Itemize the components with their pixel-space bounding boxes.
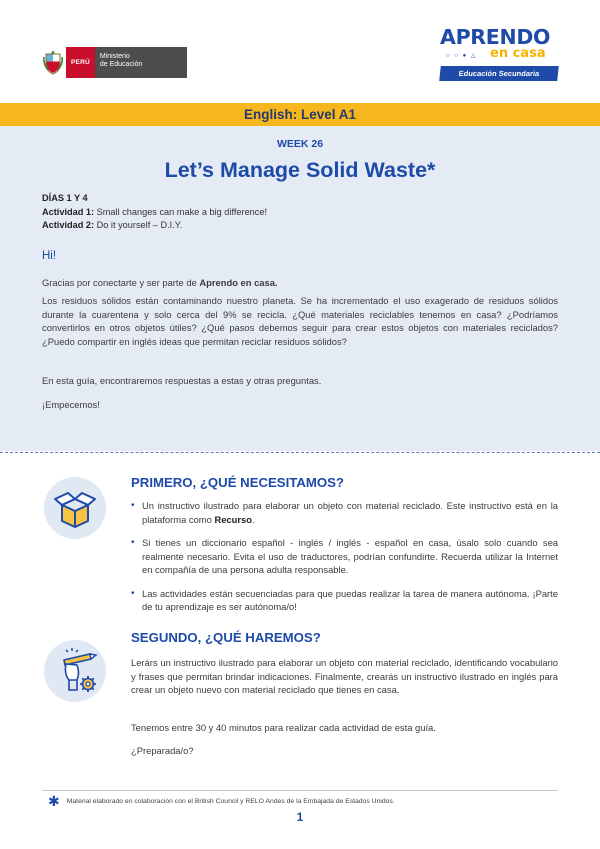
activity-2-text: Do it yourself – D.I.Y. (94, 220, 183, 230)
section-2-heading: SEGUNDO, ¿QUÉ HAREMOS? (131, 630, 321, 645)
bullet-1-text: Un instructivo ilustrado para elaborar un objeto con material reciclado. Este instructivo está en la plataforma como (142, 500, 558, 525)
footer-rule (42, 790, 558, 791)
activity-1 (42, 206, 267, 220)
ministry-line-1: Ministerio (99, 53, 130, 60)
aprendo-en-casa-logo (440, 26, 558, 84)
footnote-text: Material elaborado en colaboración con el British Council y RELO Andes de la Embajada de Estados Unidos. (66, 797, 395, 805)
section-divider (0, 452, 600, 453)
brand-dots: ○ ○ ● △ (446, 53, 477, 59)
box-icon (44, 477, 106, 539)
gear-icon (80, 676, 96, 692)
activity-2-label: Actividad 2: (42, 220, 95, 230)
week-label: WEEK 26 (276, 138, 324, 150)
intro-paragraph-1 (42, 276, 558, 290)
page-number: 1 (296, 810, 304, 824)
section-1-heading: PRIMERO, ¿QUÉ NECESITAMOS? (131, 475, 344, 490)
days-label: DÍAS 1 Y 4 (42, 193, 88, 203)
intro-p1-bold: Aprendo en casa. (199, 277, 278, 288)
intro-p1-text: Gracias por conectarte y ser parte de (42, 277, 200, 288)
asterisk-icon: ✱ (48, 793, 60, 809)
brand-banner: Educación Secundaria (439, 66, 559, 81)
section-2-paragraph-1: Lerárs un instructivo ilustrado para elaborar un objeto con material reciclado, identificando vocabulario y frases que permitan brindar indicaciones. Finalmente, crearás un instructivo ilustrado en inglés para crear un objeto nuevo con material reciclado que tienes en casa. (131, 657, 558, 695)
hand-pencil-icon (44, 640, 106, 702)
list-item: • Las actividades están secuenciadas para que puedas realizar la tarea de manera autónoma. ¡Parte de tu aprendizaje es ser autónoma/o! (131, 587, 558, 614)
brand-word: APRENDO (440, 25, 551, 49)
intro-paragraph-4: ¡Empecemos! (42, 399, 100, 410)
greeting: Hi! (42, 250, 57, 262)
page-title: Let’s Manage Solid Waste* (164, 158, 436, 182)
bullet-1-end: . (251, 513, 255, 525)
footnote (48, 793, 395, 809)
page-header (0, 0, 600, 103)
list-item (131, 499, 558, 526)
level-bar: English: Level A1 (0, 103, 600, 126)
ministry-country: PERÚ (66, 47, 95, 78)
ministry-line-2: de Educación (99, 61, 143, 68)
bullet-1-bold: Recurso (214, 513, 252, 525)
intro-paragraph-3: En esta guía, encontraremos respuestas a estas y otras preguntas. (42, 375, 322, 386)
intro-panel (0, 126, 600, 451)
section-2-paragraph-2: Tenemos entre 30 y 40 minutos para realizar cada actividad de esta guía. (131, 722, 436, 733)
activity-1-text: Small changes can make a big difference! (94, 206, 268, 217)
activity-2 (42, 219, 267, 233)
section-2-paragraph-3: ¿Preparada/o? (131, 745, 194, 756)
activity-1-label: Actividad 1: (42, 206, 95, 217)
intro-paragraph-2: Los residuos sólidos están contaminando nuestro planeta. Se ha incrementado el uso exagerado de residuos sólidos durante la cuarentena y solo cerca del 9% se recicla. ¿Qué materiales reciclables tenemos en casa? ¿Podríamos convertirlos en otros objetos útiles? ¿Qué pasos debemos seguir para crear estos objetos con materiales reciclados? ¿Puedo compartir en inglés ideas que permitan reciclar residuos sólidos? (42, 295, 558, 347)
peru-shield-icon (40, 47, 66, 78)
ministry-name (95, 47, 187, 78)
brand-sub: en casa (490, 46, 546, 61)
ministry-logo (40, 47, 187, 78)
needs-list (131, 499, 558, 624)
days-block (42, 192, 267, 233)
list-item: • Si tienes un diccionario español - inglés / inglés - español en casa, úsalo solo cuando sea realmente necesario. Evita el uso de traductores, podrían confundirte. Recuerda utilizar la Internet en compañía de una persona adulta responsable. (131, 536, 558, 577)
